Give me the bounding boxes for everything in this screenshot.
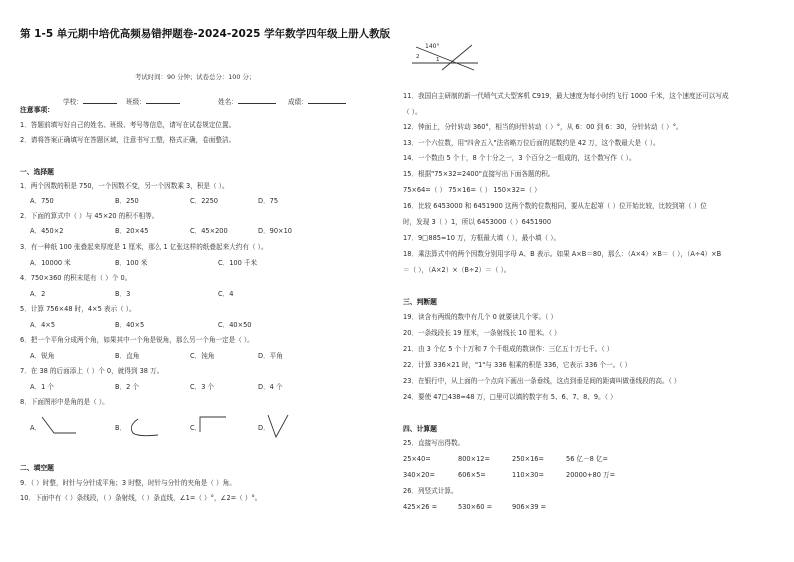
field-score: 成绩： bbox=[288, 97, 346, 106]
field-name: 姓名： bbox=[218, 97, 276, 106]
question-3: 3．有一种纸 100 张叠起来厚度是 1 厘米，那么 1 亿张这样的纸叠起来大约有（ ）。 bbox=[20, 243, 268, 251]
option-b: B．40×5 bbox=[115, 321, 145, 329]
question-21: 21．由 3 个亿 5 个十万和 7 个千组成的数读作：三亿五十万七千。（ ） bbox=[403, 345, 614, 353]
option-d: D．4 个 bbox=[258, 383, 283, 391]
option-b: B．直角 bbox=[115, 352, 140, 360]
question-16: 16．比较 6453000 和 6451900 这两个数的位数相同，要从左起第（ ）位开始比较，比较到第（ ）位 bbox=[403, 202, 707, 210]
option-a: A．10000 米 bbox=[30, 259, 71, 267]
figure-b-shape bbox=[124, 417, 164, 439]
question-10: 10．下面中有（ ）条线段，（ ）条射线，（ ）条直线，∠1=（ ）°，∠2=（ ）°。 bbox=[20, 494, 262, 502]
question-1: 1．两个因数的积是 750，一个因数不变，另一个因数乘 3，积是（ ）。 bbox=[20, 182, 229, 190]
section-fill-heading: 二、填空题 bbox=[20, 464, 54, 472]
calc-item: 56 亿－8 亿= bbox=[566, 455, 609, 463]
question-14: 14．一个数由 5 个十，8 个十分之一，3 个百分之一组成的，这个数写作（ ）。 bbox=[403, 154, 636, 162]
option-b: B． bbox=[115, 424, 127, 432]
option-a: A．750 bbox=[30, 197, 54, 205]
option-b: B．2 个 bbox=[115, 383, 140, 391]
calc-item: 800×12= bbox=[458, 455, 491, 463]
question-8: 8．下面图形中是角的是（ ）。 bbox=[20, 398, 109, 406]
question-6: 6．把一个平角分成两个角，如果其中一个角是锐角，那么另一个角一定是（ ）。 bbox=[20, 336, 254, 344]
section-choice-heading: 一、选择题 bbox=[20, 168, 54, 176]
question-25: 25．直接写出得数。 bbox=[403, 439, 465, 447]
calc-item: 606×5= bbox=[458, 471, 486, 479]
calc-item: 340×20= bbox=[403, 471, 436, 479]
option-a: A．450×2 bbox=[30, 227, 64, 235]
question-9: 9．（ ）时整，时针与分针成平角；3 时整，时针与分针的夹角是（ ）角。 bbox=[20, 479, 236, 487]
notice-heading: 注意事项： bbox=[20, 106, 54, 114]
page-title: 第 1-5 单元期中培优高频易错押题卷-2024-2025 学年数学四年级上册人教版 bbox=[20, 28, 391, 40]
section-calc-heading: 四、计算题 bbox=[403, 425, 437, 433]
option-d: D．75 bbox=[258, 197, 279, 205]
option-d: D． bbox=[258, 424, 270, 432]
calc-item: 20000+80 万= bbox=[566, 471, 616, 479]
angle-mark: 1 bbox=[436, 57, 440, 63]
question-13: 13．一个六位数，用"四舍五入"法省略万位后面的尾数约是 42 万，这个数最大是（ ）。 bbox=[403, 139, 660, 147]
calc-item: 110×30= bbox=[512, 471, 545, 479]
question-15: 15．根据"75×32=2400"直接写出下面各题的积。 bbox=[403, 170, 555, 178]
figure-d-shape bbox=[266, 413, 296, 439]
calc-item: 906×39 = bbox=[512, 503, 547, 511]
question-26: 26．列竖式计算。 bbox=[403, 487, 458, 495]
notice-item: 2．请将答案正确填写在答题区域，注意书写工整，格式正确，卷面整洁。 bbox=[20, 136, 236, 144]
calc-item: 250×16= bbox=[512, 455, 545, 463]
field-class: 班级： bbox=[126, 97, 180, 106]
field-school: 学校： bbox=[63, 97, 117, 106]
option-d: D．平角 bbox=[258, 352, 283, 360]
angle-label: 140° bbox=[425, 43, 440, 50]
question-15-items: 75×64=（ ） 75×16=（ ） 150×32=（ ） bbox=[403, 186, 541, 194]
question-7: 7．在 38 的后面添上（ ）个 0，就得到 38 万。 bbox=[20, 367, 164, 375]
question-4: 4．750×360 的积末尾有（ ）个 0。 bbox=[20, 274, 132, 282]
exam-info: 考试时间：90 分钟；试卷总分：100 分； bbox=[135, 73, 256, 81]
option-c: C．钝角 bbox=[190, 352, 215, 360]
figure-c-shape bbox=[198, 414, 238, 436]
figure-a-shape bbox=[40, 415, 80, 437]
notice-item: 1．答题前填写好自己的姓名、班级、考号等信息，请写在试卷规定位置。 bbox=[20, 121, 236, 129]
option-c: C．45×200 bbox=[190, 227, 228, 235]
option-c: C．40×50 bbox=[218, 321, 252, 329]
option-c: C．3 个 bbox=[190, 383, 215, 391]
question-24: 24．要使 47□438≈48 万，□里可以填的数字有 5、6、7、8、9。（ ） bbox=[403, 393, 617, 401]
question-5: 5．计算 756×48 时，4×5 表示（ ）。 bbox=[20, 305, 136, 313]
option-a: A． bbox=[30, 424, 42, 432]
section-judge-heading: 三、判断题 bbox=[403, 298, 437, 306]
option-a: A．2 bbox=[30, 290, 46, 298]
question-12: 12．钟面上，分针转动 360°，相当的时针转动（ ）°，从 6：00 到 6：30，分针转动（ ）°。 bbox=[403, 123, 683, 131]
option-a: A．1 个 bbox=[30, 383, 54, 391]
option-b: B．250 bbox=[115, 197, 139, 205]
question-22: 22．计算 336×21 时，"1"与 336 相乘的积是 336，它表示 336 个一。（ ） bbox=[403, 361, 632, 369]
option-c: C． bbox=[190, 424, 202, 432]
question-11-blank: （ ）。 bbox=[403, 108, 422, 116]
calc-item: 25×40= bbox=[403, 455, 431, 463]
question-18-cont: ＝（ ），（A×2）×（B÷2）＝（ ）。 bbox=[403, 266, 511, 274]
calc-item: 425×26 = bbox=[403, 503, 438, 511]
option-b: B．100 米 bbox=[115, 259, 148, 267]
question-11: 11．我国自主研制的新一代喷气式大型客机 C919，最大速度为每小时约飞行 1000 千米，这个速度还可以写成 bbox=[403, 92, 729, 100]
option-b: B．3 bbox=[115, 290, 131, 298]
angle-mark: 2 bbox=[416, 54, 420, 60]
question-23: 23．在银行中，从上面的一个点向下画出一条垂线，这点到垂足间的距离叫做垂线段的高。（ ） bbox=[403, 377, 681, 385]
option-c: C．100 千米 bbox=[218, 259, 258, 267]
question-2: 2．下面的算式中（ ）与 45×20 的积不相等。 bbox=[20, 212, 159, 220]
question-17: 17．9□885≈10 万，方框最大填（ ），最小填（ ）。 bbox=[403, 234, 561, 242]
option-a: A．4×5 bbox=[30, 321, 56, 329]
option-a: A．锐角 bbox=[30, 352, 55, 360]
question-19: 19．读含有两级的数中有几个 0 就要读几个零。（ ） bbox=[403, 313, 558, 321]
option-b: B．20×45 bbox=[115, 227, 149, 235]
calc-item: 530×60 = bbox=[458, 503, 493, 511]
option-d: D．90×10 bbox=[258, 227, 292, 235]
option-c: C．4 bbox=[218, 290, 234, 298]
question-18: 18．乘法算式中的两个因数分别用字母 A、B 表示。如果 A×B＝80，那么：（A×4）×B＝（ ），（A÷4）×B bbox=[403, 250, 722, 258]
question-16-cont: 时，发现 3（ ）1，所以 6453000（ ）6451900 bbox=[403, 218, 552, 226]
question-20: 20．一条线段长 19 厘米，一条射线长 10 厘米。（ ） bbox=[403, 329, 561, 337]
angle-figure bbox=[412, 43, 480, 71]
option-c: C．2250 bbox=[190, 197, 218, 205]
